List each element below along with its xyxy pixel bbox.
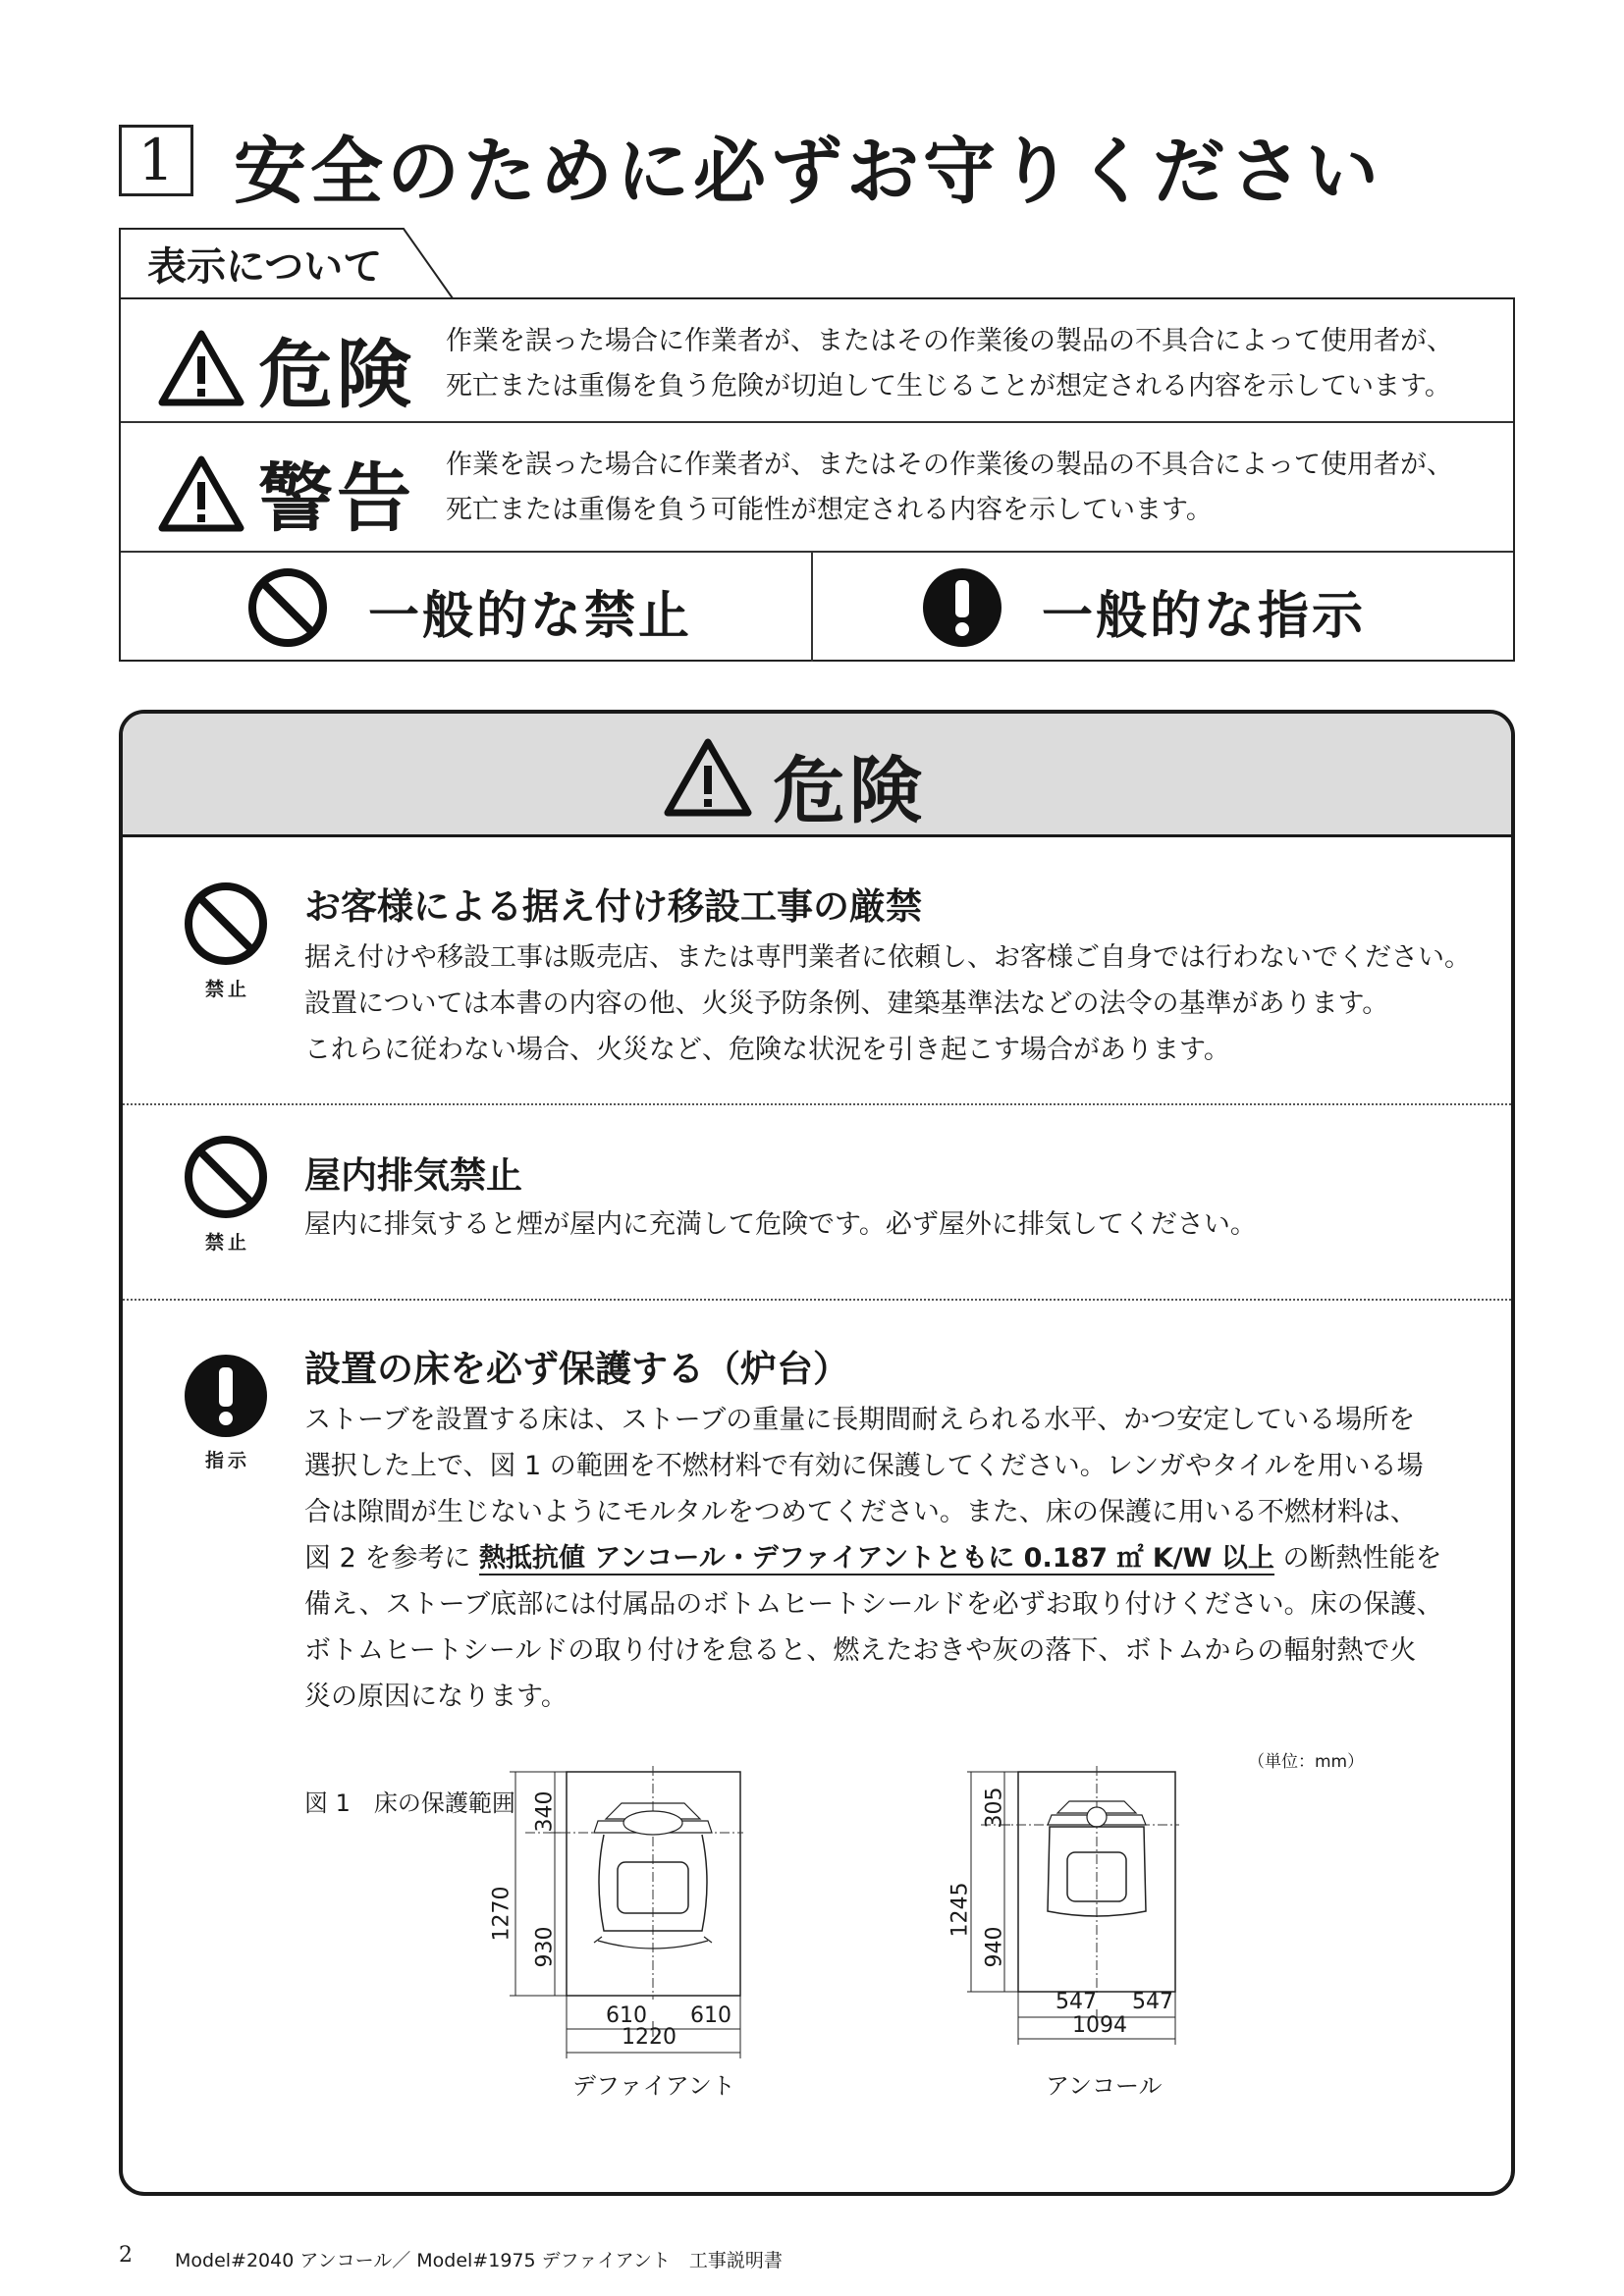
prohibition-icon xyxy=(183,1134,269,1220)
item-body-line: 選択した上で、図 1 の範囲を不燃材料で有効に保護してください。レンガやタイルを用いる場 xyxy=(304,1451,1424,1481)
item-title-indoor-exhaust: 屋内排気禁止 xyxy=(304,1154,522,1197)
instruction-caption: 指示 xyxy=(205,1450,251,1471)
danger-panel-header xyxy=(123,714,1511,837)
dim-defiant-total-width: 1220 xyxy=(622,2025,677,2050)
mandatory-instruction-icon xyxy=(921,566,1003,649)
dim-encore-right: 547 xyxy=(1132,1990,1173,2014)
item-body-line: 設置については本書の内容の他、火災予防条例、建築基準法などの法令の基準があります。 xyxy=(304,988,1389,1019)
item-separator xyxy=(123,1103,1511,1105)
prohibition-icon xyxy=(246,566,329,649)
item-body-line: ボトムヒートシールドの取り付けを怠ると、燃えたおきや灰の落下、ボトムからの輻射熱で火 xyxy=(304,1635,1417,1666)
item-body-line: 屋内に排気すると煙が屋内に充満して危険です。必ず屋外に排気してください。 xyxy=(304,1209,1257,1240)
legend-tab-label: 表示について xyxy=(147,244,383,290)
dim-defiant-left: 610 xyxy=(606,2003,647,2028)
prohibition-caption: 禁止 xyxy=(205,979,251,1000)
prohibition-icon xyxy=(183,881,269,967)
danger-panel-heading: 危険 xyxy=(773,749,926,833)
warning-triangle-icon xyxy=(664,737,752,818)
item-body-line: ストーブを設置する床は、ストーブの重量に長期間耐えられる水平、かつ安定している場所を xyxy=(304,1405,1416,1435)
dim-defiant-total-depth: 1270 xyxy=(489,1886,514,1942)
dim-defiant-front: 340 xyxy=(532,1790,558,1833)
legend-column-divider xyxy=(811,551,813,662)
dim-defiant-right: 610 xyxy=(690,2003,731,2028)
item-body-line: これらに従わない場合、火災など、危険な状況を引き起こす場合があります。 xyxy=(304,1035,1230,1065)
warning-description-line1: 作業を誤った場合に作業者が、またはその作業後の製品の不具合によって使用者が、 xyxy=(446,450,1453,480)
prohibition-caption: 禁止 xyxy=(205,1232,251,1254)
item-title-floor-protection: 設置の床を必ず保護する（炉台） xyxy=(304,1348,849,1390)
warning-triangle-icon xyxy=(158,454,244,533)
item-separator xyxy=(123,1299,1511,1301)
figure-caption: 図 1 床の保護範囲 xyxy=(304,1789,515,1817)
dim-encore-total-width: 1094 xyxy=(1072,2013,1127,2038)
dim-defiant-rear: 930 xyxy=(532,1926,558,1968)
item-body-line: 災の原因になります。 xyxy=(304,1682,568,1712)
dim-encore-total-depth: 1245 xyxy=(947,1882,973,1938)
page-number: 2 xyxy=(119,2243,133,2268)
defiant-label: デファイアント xyxy=(572,2072,735,2100)
danger-signal-word: 危険 xyxy=(258,331,415,418)
danger-description-line2: 死亡または重傷を負う危険が切迫して生じることが想定される内容を示しています。 xyxy=(446,371,1451,401)
text-span: の断熱性能を xyxy=(1273,1543,1442,1574)
warning-signal-word: 警告 xyxy=(258,454,415,542)
encore-label: アンコール xyxy=(1046,2072,1163,2100)
section-number: 1 xyxy=(119,125,193,196)
item-body-line-emphasis xyxy=(304,1535,1441,1581)
warning-triangle-icon xyxy=(158,329,244,407)
signal-word-legend xyxy=(119,297,1515,662)
general-instruction-label: 一般的な指示 xyxy=(1042,587,1367,646)
general-prohibition-label: 一般的な禁止 xyxy=(368,587,693,646)
figure-unit-note: （単位：mm） xyxy=(1248,1752,1365,1772)
text-span: 図 2 を参考に xyxy=(304,1543,479,1574)
danger-description-line1: 作業を誤った場合に作業者が、またはその作業後の製品の不具合によって使用者が、 xyxy=(446,326,1453,356)
thermal-resistance-requirement: 熱抵抗値 アンコール・デファイアントともに 0.187 ㎡ K/W 以上 xyxy=(478,1543,1274,1574)
item-body-line: 据え付けや移設工事は販売店、または専門業者に依頼し、お客様ご自身では行わないでください。 xyxy=(304,942,1471,973)
document-footer-title: Model#2040 アンコール／ Model#1975 デファイアント 工事説明書 xyxy=(175,2250,783,2271)
warning-description-line2: 死亡または重傷を負う可能性が想定される内容を示しています。 xyxy=(446,495,1213,525)
legend-divider xyxy=(121,551,1513,553)
item-title-installation: お客様による据え付け移設工事の厳禁 xyxy=(304,885,922,928)
item-body-line: 合は隙間が生じないようにモルタルをつめてください。また、床の保護に用いる不燃材料は、 xyxy=(304,1497,1417,1527)
page-title: 安全のために必ずお守りください xyxy=(234,130,1382,214)
legend-divider xyxy=(121,421,1513,423)
dim-encore-front: 305 xyxy=(982,1787,1007,1829)
danger-panel xyxy=(119,710,1515,2196)
item-body-line: 備え、ストーブ底部には付属品のボトムヒートシールドを必ずお取り付けください。床の保護、 xyxy=(304,1589,1443,1620)
dim-encore-rear: 940 xyxy=(982,1926,1007,1968)
dim-encore-left: 547 xyxy=(1056,1990,1097,2014)
mandatory-instruction-icon xyxy=(183,1353,269,1439)
